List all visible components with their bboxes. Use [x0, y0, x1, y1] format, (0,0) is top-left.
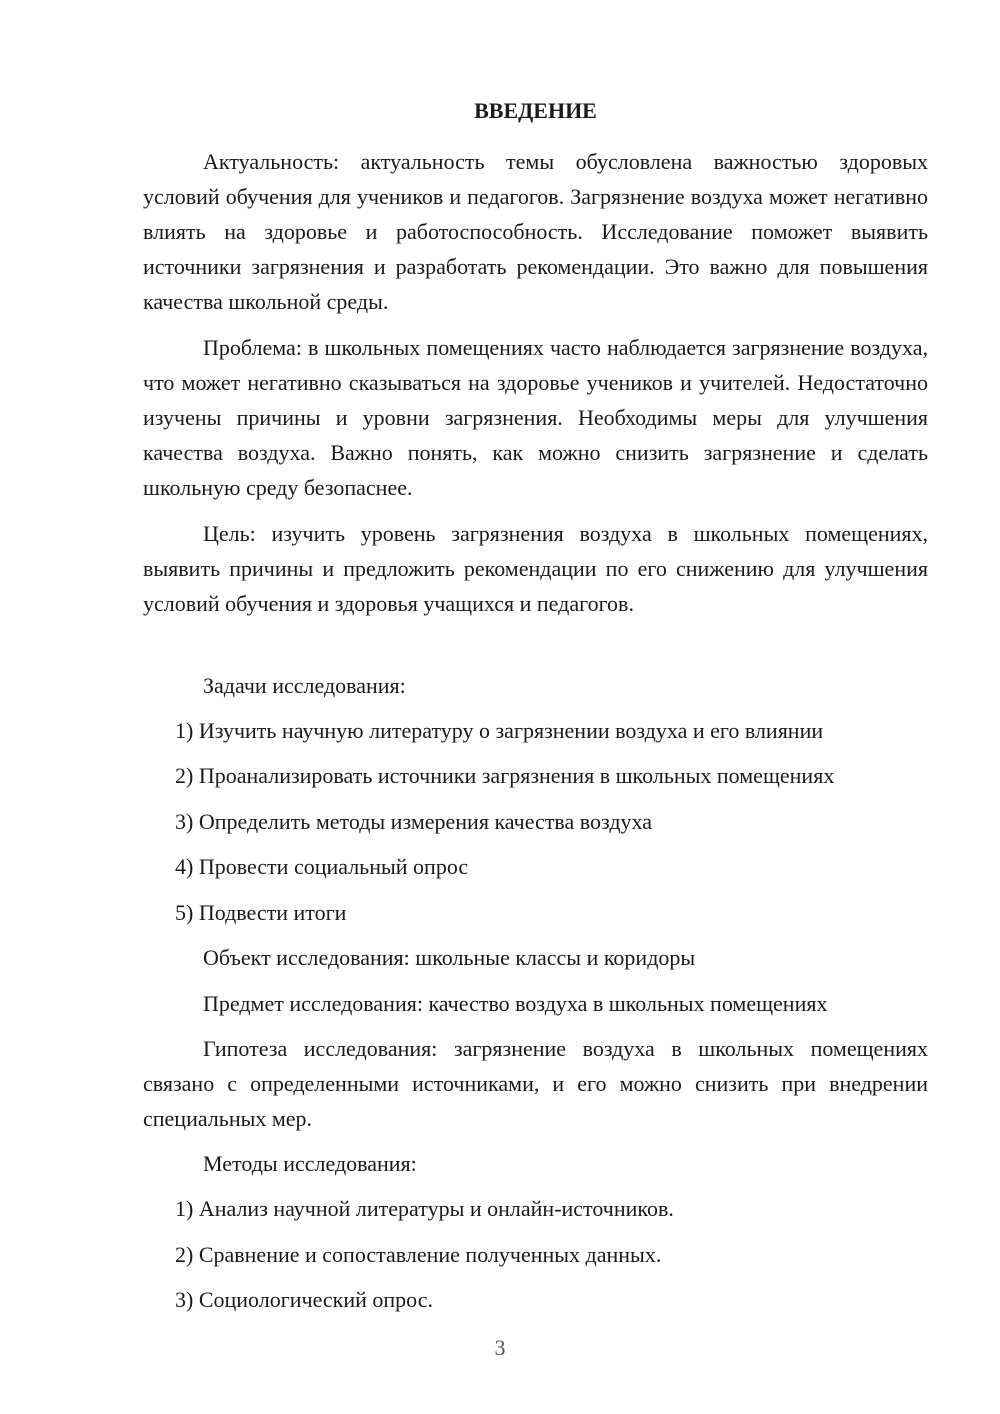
tasks-heading: Задачи исследования:	[203, 673, 406, 698]
task-item: 3) Определить методы измерения качества воздуха	[175, 809, 652, 834]
task-item: 1) Изучить научную литературу о загрязнении воздуха и его влиянии	[175, 718, 824, 743]
task-item: 4) Провести социальный опрос	[175, 854, 469, 879]
research-subject: Предмет исследования: качество воздуха в школьных помещениях	[203, 991, 828, 1016]
method-item: 1) Анализ научной литературы и онлайн-источников.	[175, 1196, 674, 1221]
method-item: 3) Социологический опрос.	[175, 1287, 433, 1312]
page-number: 3	[494, 1335, 506, 1360]
task-item: 5) Подвести итоги	[175, 900, 347, 925]
problem-paragraph: Проблема: в школьных помещениях часто наблюдается загрязнение воздуха, что может негативно сказываться на здоровье учеников и учителей. Недостаточно изучены причины и уровни загрязнения. Необходимы меры для улучшения качества воздуха. Важно понять, как можно снизить загрязнение и сделать школьную среду безопаснее.	[143, 335, 928, 500]
page-title: ВВЕДЕНИЕ	[474, 98, 597, 123]
hypothesis-paragraph: Гипотеза исследования: загрязнение воздуха в школьных помещениях связано с определенными источниками, и его можно снизить при внедрении специальных мер.	[143, 1036, 928, 1131]
task-item: 2) Проанализировать источники загрязнения в школьных помещениях	[175, 763, 835, 788]
relevance-paragraph: Актуальность: актуальность темы обусловлена важностью здоровых условий обучения для учеников и педагогов. Загрязнение воздуха может негативно влиять на здоровье и работоспособность. Исследование поможет выявить источники загрязнения и разработать рекомендации. Это важно для повышения качества школьной среды.	[143, 149, 928, 314]
methods-heading: Методы исследования:	[203, 1151, 417, 1176]
method-item: 2) Сравнение и сопоставление полученных данных.	[175, 1242, 662, 1267]
goal-paragraph: Цель: изучить уровень загрязнения воздуха в школьных помещениях, выявить причины и предложить рекомендации по его снижению для улучшения условий обучения и здоровья учащихся и педагогов.	[143, 521, 928, 616]
research-object: Объект исследования: школьные классы и коридоры	[203, 945, 696, 970]
